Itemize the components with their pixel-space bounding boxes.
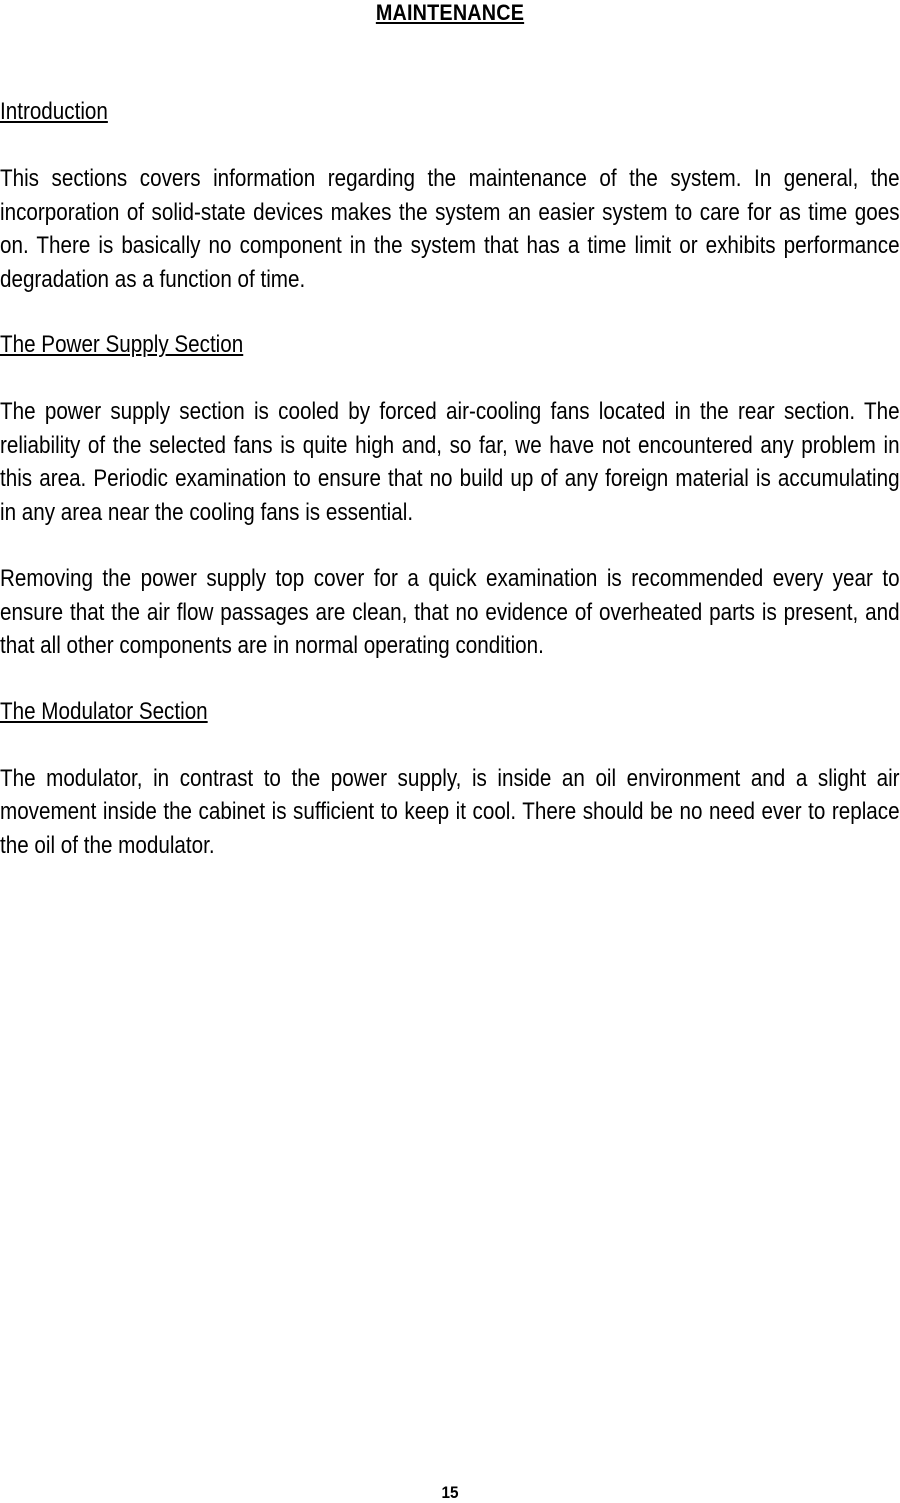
paragraph-power-supply-examination: Removing the power supply top cover for a quick examination is recommended every year to ensure that the air flow passages are clean, that no evidence of overheated parts is present, and that all other components are in normal operating condition. [0, 565, 900, 659]
section-heading-power-supply: The Power Supply Section [0, 331, 244, 358]
document-body [0, 96, 900, 895]
page-number: 15 [441, 1483, 459, 1502]
page-title: MAINTENANCE [375, 0, 525, 25]
paragraph-modulator: The modulator, in contrast to the power supply, is inside an oil environment and a slight air movement inside the cabinet is sufficient to keep it cool. There should be no need ever to replace the oil of the modulator. [0, 764, 900, 859]
section-heading-modulator: The Modulator Section [0, 697, 208, 725]
paragraph-introduction: This sections covers information regarding the maintenance of the system. In general, the incorporation of solid-state devices makes the system an easier system to care for as time goes on. There is basically no component in the system that has a time limit or exhibits performance degradation as a function of time. [0, 165, 900, 293]
section-heading-introduction: Introduction [0, 98, 108, 125]
paragraph-power-supply-cooling: The power supply section is cooled by forced air-cooling fans located in the rear section. The reliability of the selected fans is quite high and, so far, we have not encountered any problem in this area. Periodic examination to ensure that no build up of any foreign material is accumulating in any area near the cooling fans is essential. [0, 398, 900, 526]
